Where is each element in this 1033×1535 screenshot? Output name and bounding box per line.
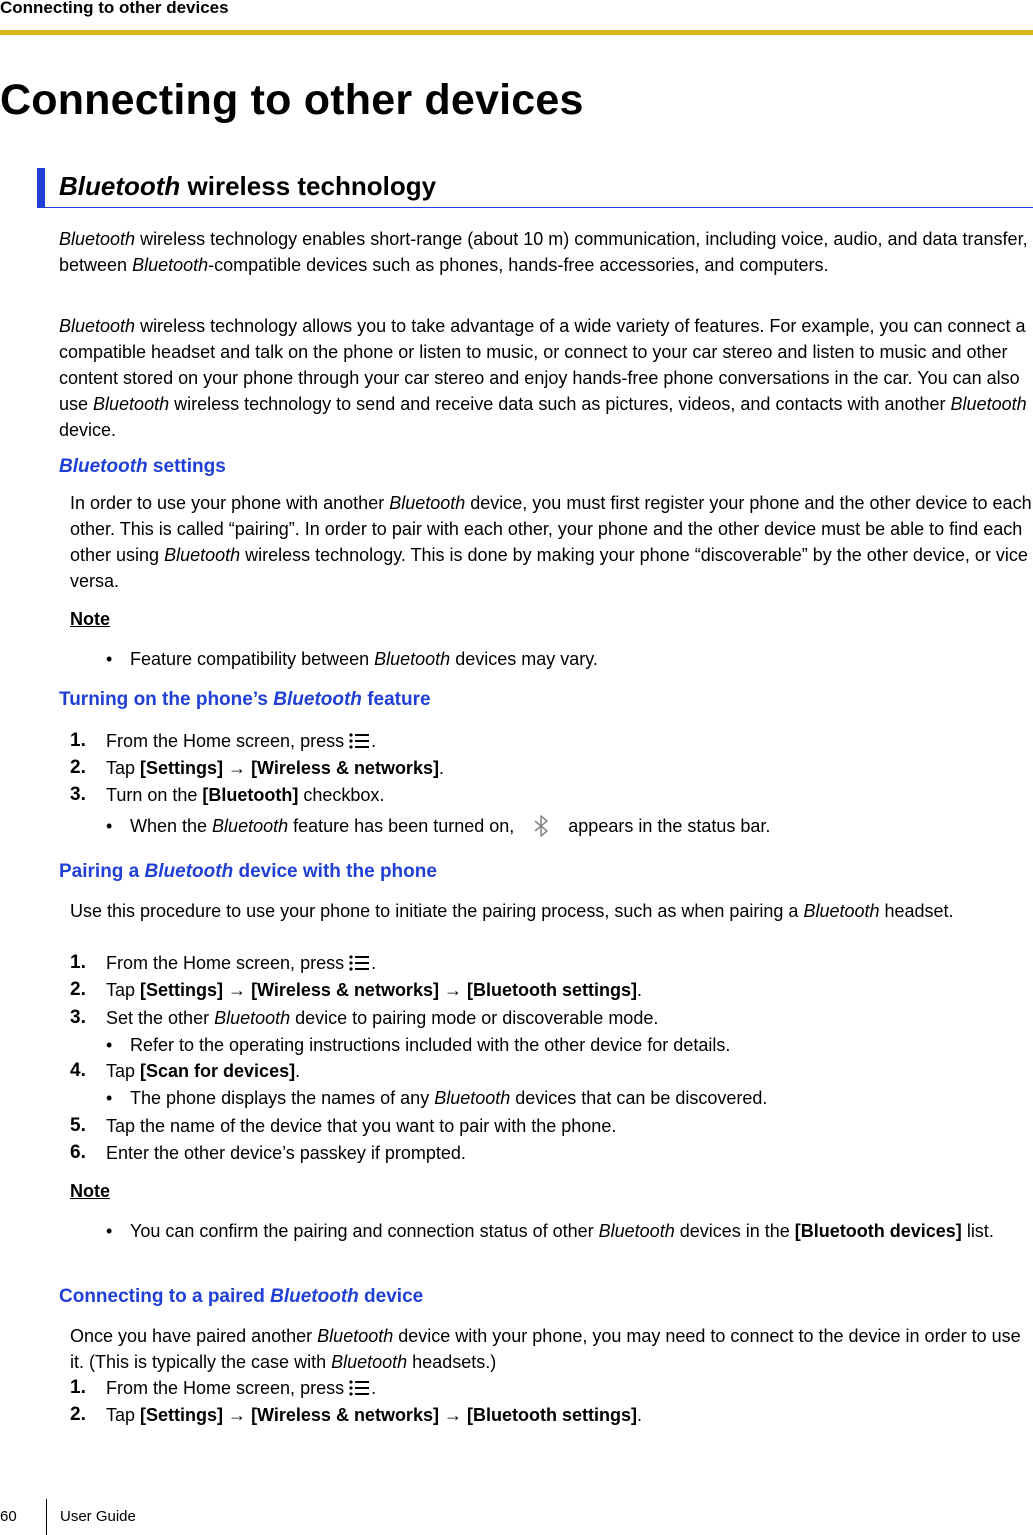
menu-icon (349, 732, 371, 750)
subheading-connecting: Connecting to a paired Bluetooth device (59, 1286, 424, 1307)
subheading-bluetooth-settings: Bluetooth settings (59, 456, 226, 477)
running-header: Connecting to other devices (0, 0, 229, 17)
pairing-intro: Use this procedure to use your phone to initiate the pairing process, such as when pairing a Bluetooth headset. (70, 901, 954, 921)
connecting-intro: Once you have paired another Bluetooth device with your phone, you may need to connect to the device in order to use it. (This is typically the case with Bluetooth headsets.) (70, 1326, 1021, 1372)
section-accent-bar (37, 168, 45, 208)
note-label: Note (70, 1181, 110, 1201)
footer-divider (46, 1499, 47, 1535)
menu-icon (349, 1379, 371, 1397)
footer-label: User Guide (60, 1508, 136, 1525)
intro-paragraph-1: Bluetooth wireless technology enables short-range (about 10 m) communication, including voice, audio, and data transfer, between Bluetooth-compatible devices such as phones, hands-free accessories, and computers. (59, 229, 1028, 275)
note-label: Note (70, 609, 110, 629)
section-rule (45, 207, 1033, 208)
subheading-pairing: Pairing a Bluetooth device with the phone (59, 861, 437, 882)
section-title: Bluetooth wireless technology (59, 171, 437, 201)
subheading-turning-on: Turning on the phone’s Bluetooth feature (59, 689, 431, 710)
intro-paragraph-2: Bluetooth wireless technology allows you to take advantage of a wide variety of features. For example, you can connect a compatible headset and talk on the phone or listen to music, or connect to your car stereo and listen to music and other content stored on your phone through your car stereo and enjoy hands-free phone conversations in the car. You can also use Bluetooth wireless technology to send and receive data such as pictures, videos, and contacts with another Bluetooth device. (59, 316, 1027, 440)
settings-paragraph: In order to use your phone with another Bluetooth device, you must first register your phone and the other device to each other. This is called “pairing”. In order to pair with each other, your phone and the other device must be able to find each other using Bluetooth wireless technology. This is done by making your phone “discoverable” by the other device, or vice versa. (70, 493, 1032, 591)
bluetooth-icon (519, 815, 563, 837)
page-title: Connecting to other devices (0, 76, 584, 124)
header-rule (0, 30, 1033, 35)
page-number: 60 (0, 1508, 17, 1525)
menu-icon (349, 954, 371, 972)
